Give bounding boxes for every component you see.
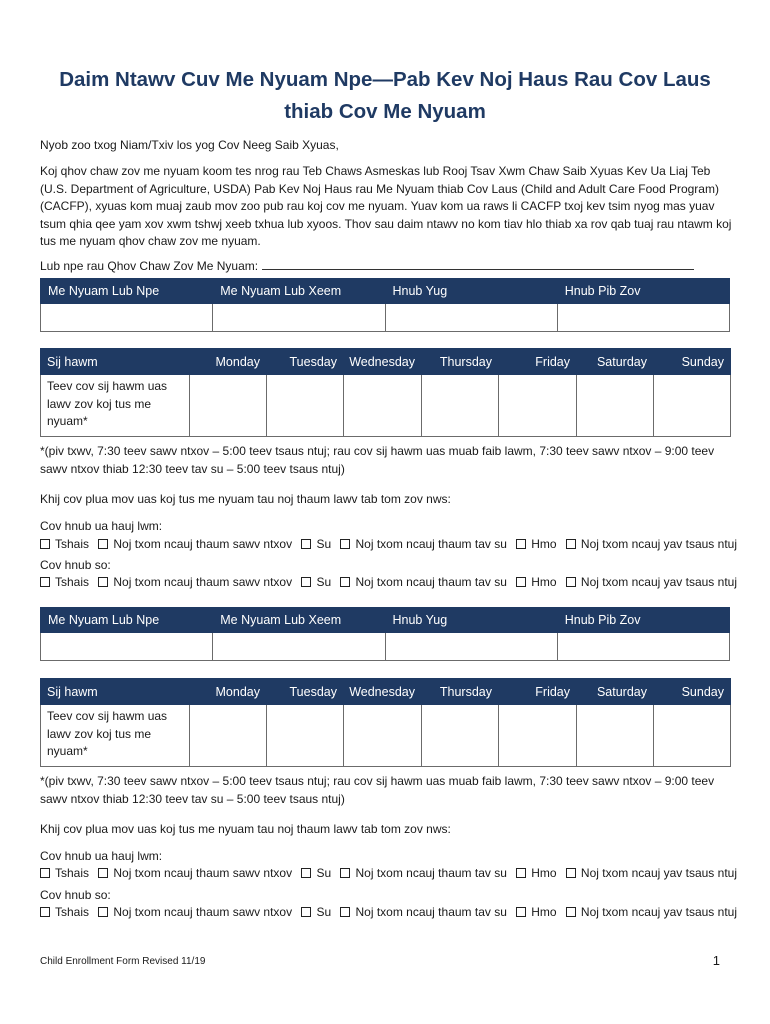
header-start-date: Hnub Pib Zov	[557, 279, 729, 304]
tuesday-hours-field[interactable]	[267, 705, 344, 767]
checkbox-icon[interactable]	[98, 577, 108, 587]
checkbox-icon[interactable]	[40, 868, 50, 878]
thursday-hours-field[interactable]	[422, 705, 499, 767]
greeting: Nyob zoo txog Niam/Txiv los yog Cov Neeg Saib Xyuas,	[40, 138, 339, 152]
checkbox-icon[interactable]	[340, 868, 350, 878]
weekday-meal-options	[40, 865, 743, 883]
weekday-supper-option[interactable]: Hmo	[516, 866, 556, 880]
child-info-table	[40, 278, 730, 332]
weekend-breakfast-option[interactable]: Tshais	[40, 575, 89, 589]
weekend-label: Cov hnub so:	[40, 888, 111, 902]
footer-form-revision: Child Enrollment Form Revised 11/19	[40, 956, 206, 967]
weekend-lunch-option[interactable]: Su	[301, 905, 331, 919]
center-name-label: Lub npe rau Qhov Chaw Zov Me Nyuam:	[40, 259, 259, 273]
weekday-lunch-option[interactable]: Su	[301, 866, 331, 880]
header-start-date: Hnub Pib Zov	[557, 608, 729, 633]
meals-question: Khij cov plua mov uas koj tus me nyuam tau noj thaum lawv tab tom zov nws:	[40, 822, 451, 836]
birth-date-field[interactable]	[385, 304, 557, 332]
weekday-label: Cov hnub ua hauj lwm:	[40, 519, 163, 533]
tuesday-hours-field[interactable]	[267, 375, 344, 437]
weekday-breakfast-option[interactable]: Tshais	[40, 866, 89, 880]
sunday-hours-field[interactable]	[654, 705, 731, 767]
checkbox-icon[interactable]	[566, 539, 576, 549]
checkbox-icon[interactable]	[40, 539, 50, 549]
checkbox-icon[interactable]	[40, 907, 50, 917]
child-info-table	[40, 607, 730, 661]
weekday-breakfast-option[interactable]: Tshais	[40, 537, 89, 551]
weekday-am-snack-option[interactable]: Noj txom ncauj thaum sawv ntxov	[98, 537, 292, 551]
header-time: Sij hawm	[41, 679, 190, 705]
page-title: Daim Ntawv Cuv Me Nyuam Npe—Pab Kev Noj Haus Rau Cov Laus thiab Cov Me Nyuam	[59, 68, 711, 123]
checkbox-icon[interactable]	[340, 907, 350, 917]
weekend-pm-snack-option[interactable]: Noj txom ncauj thaum tav su	[340, 575, 506, 589]
checkbox-icon[interactable]	[301, 868, 311, 878]
header-birth-date: Hnub Yug	[385, 608, 557, 633]
weekday-lunch-option[interactable]: Su	[301, 537, 331, 551]
weekend-lunch-option[interactable]: Su	[301, 575, 331, 589]
weekday-supper-option[interactable]: Hmo	[516, 537, 556, 551]
checkbox-icon[interactable]	[98, 868, 108, 878]
weekend-am-snack-option[interactable]: Noj txom ncauj thaum sawv ntxov	[98, 905, 292, 919]
weekday-evening-snack-option[interactable]: Noj txom ncauj yav tsaus ntuj	[566, 537, 737, 551]
checkbox-icon[interactable]	[340, 539, 350, 549]
saturday-hours-field[interactable]	[577, 705, 654, 767]
first-name-field[interactable]	[41, 633, 213, 661]
header-sunday: Sunday	[654, 679, 731, 705]
schedule-row-label: Teev cov sij hawm uas lawv zov koj tus me nyuam*	[41, 375, 190, 437]
schedule-table	[40, 348, 731, 437]
monday-hours-field[interactable]	[190, 375, 267, 437]
schedule-note: *(piv txwv, 7:30 teev sawv ntxov – 5:00 teev tsaus ntuj; rau cov sij hawm uas muab faib lawm, 7:30 teev sawv ntxov – 9:00 teev sawv ntxov thiab 12:30 teev tav su – 5:00 teev tsaus ntuj)	[40, 444, 715, 476]
header-monday: Monday	[190, 349, 267, 375]
header-monday: Monday	[190, 679, 267, 705]
header-saturday: Saturday	[577, 349, 654, 375]
monday-hours-field[interactable]	[190, 705, 267, 767]
schedule-note: *(piv txwv, 7:30 teev sawv ntxov – 5:00 teev tsaus ntuj; rau cov sij hawm uas muab faib lawm, 7:30 teev sawv ntxov – 9:00 teev sawv ntxov thiab 12:30 teev tav su – 5:00 teev tsaus ntuj)	[40, 774, 715, 806]
header-last-name: Me Nyuam Lub Xeem	[213, 279, 385, 304]
checkbox-icon[interactable]	[566, 907, 576, 917]
weekend-evening-snack-option[interactable]: Noj txom ncauj yav tsaus ntuj	[566, 575, 737, 589]
weekend-breakfast-option[interactable]: Tshais	[40, 905, 89, 919]
weekday-pm-snack-option[interactable]: Noj txom ncauj thaum tav su	[340, 866, 506, 880]
weekday-label: Cov hnub ua hauj lwm:	[40, 849, 163, 863]
wednesday-hours-field[interactable]	[344, 705, 422, 767]
birth-date-field[interactable]	[385, 633, 557, 661]
header-wednesday: Wednesday	[344, 349, 422, 375]
thursday-hours-field[interactable]	[422, 375, 499, 437]
weekday-meal-options	[40, 536, 743, 554]
weekend-supper-option[interactable]: Hmo	[516, 905, 556, 919]
checkbox-icon[interactable]	[98, 539, 108, 549]
header-birth-date: Hnub Yug	[385, 279, 557, 304]
wednesday-hours-field[interactable]	[344, 375, 422, 437]
weekend-evening-snack-option[interactable]: Noj txom ncauj yav tsaus ntuj	[566, 905, 737, 919]
checkbox-icon[interactable]	[516, 577, 526, 587]
first-name-field[interactable]	[41, 304, 213, 332]
sunday-hours-field[interactable]	[654, 375, 731, 437]
weekend-pm-snack-option[interactable]: Noj txom ncauj thaum tav su	[340, 905, 506, 919]
header-friday: Friday	[499, 679, 577, 705]
saturday-hours-field[interactable]	[577, 375, 654, 437]
checkbox-icon[interactable]	[516, 868, 526, 878]
start-date-field[interactable]	[557, 304, 729, 332]
checkbox-icon[interactable]	[516, 907, 526, 917]
header-wednesday: Wednesday	[344, 679, 422, 705]
weekend-supper-option[interactable]: Hmo	[516, 575, 556, 589]
friday-hours-field[interactable]	[499, 705, 577, 767]
meals-question: Khij cov plua mov uas koj tus me nyuam tau noj thaum lawv tab tom zov nws:	[40, 492, 451, 506]
header-saturday: Saturday	[577, 679, 654, 705]
header-thursday: Thursday	[422, 349, 499, 375]
header-thursday: Thursday	[422, 679, 499, 705]
header-time: Sij hawm	[41, 349, 190, 375]
center-name-line	[40, 258, 694, 276]
weekday-evening-snack-option[interactable]: Noj txom ncauj yav tsaus ntuj	[566, 866, 737, 880]
checkbox-icon[interactable]	[566, 868, 576, 878]
checkbox-icon[interactable]	[340, 577, 350, 587]
schedule-table	[40, 678, 731, 767]
checkbox-icon[interactable]	[301, 907, 311, 917]
weekday-pm-snack-option[interactable]: Noj txom ncauj thaum tav su	[340, 537, 506, 551]
header-tuesday: Tuesday	[267, 349, 344, 375]
last-name-field[interactable]	[213, 633, 385, 661]
weekend-meal-options	[40, 574, 743, 592]
weekend-label: Cov hnub so:	[40, 558, 111, 572]
header-last-name: Me Nyuam Lub Xeem	[213, 608, 385, 633]
checkbox-icon[interactable]	[40, 577, 50, 587]
header-first-name: Me Nyuam Lub Npe	[41, 279, 213, 304]
start-date-field[interactable]	[557, 633, 729, 661]
intro-paragraph: Koj qhov chaw zov me nyuam koom tes nrog rau Teb Chaws Asmeskas lub Rooj Tsav Xwm Chaw Saib Xyuas Kev Ua Liaj Teb (U.S. Department of Agriculture, USDA) Pab Kev Noj Haus rau Me Nyuam thiab Cov Laus (Child and Adult Care Food Program) (CACFP), xyuas kom muaj zaub mov zoo pub rau koj cov me nyuam. Yuav kom ua raws li CACFP txoj kev tsim nyog mas yuav tsum qhia qee yam xov xwm tshwj xeeb txhua lub xyoos. Thov sau daim ntawv no kom tiav hlo thiab xa rov qab tuaj rau ntawm koj tus me nyuam qhov chaw zov me nyuam.	[40, 164, 732, 248]
friday-hours-field[interactable]	[499, 375, 577, 437]
checkbox-icon[interactable]	[301, 577, 311, 587]
last-name-field[interactable]	[213, 304, 385, 332]
checkbox-icon[interactable]	[301, 539, 311, 549]
weekend-meal-options	[40, 904, 743, 922]
weekend-am-snack-option[interactable]: Noj txom ncauj thaum sawv ntxov	[98, 575, 292, 589]
schedule-row-label: Teev cov sij hawm uas lawv zov koj tus me nyuam*	[41, 705, 190, 767]
checkbox-icon[interactable]	[566, 577, 576, 587]
header-sunday: Sunday	[654, 349, 731, 375]
page-number: 1	[712, 953, 720, 968]
center-name-field[interactable]	[262, 258, 694, 270]
checkbox-icon[interactable]	[98, 907, 108, 917]
header-first-name: Me Nyuam Lub Npe	[41, 608, 213, 633]
header-friday: Friday	[499, 349, 577, 375]
weekday-am-snack-option[interactable]: Noj txom ncauj thaum sawv ntxov	[98, 866, 292, 880]
checkbox-icon[interactable]	[516, 539, 526, 549]
header-tuesday: Tuesday	[267, 679, 344, 705]
